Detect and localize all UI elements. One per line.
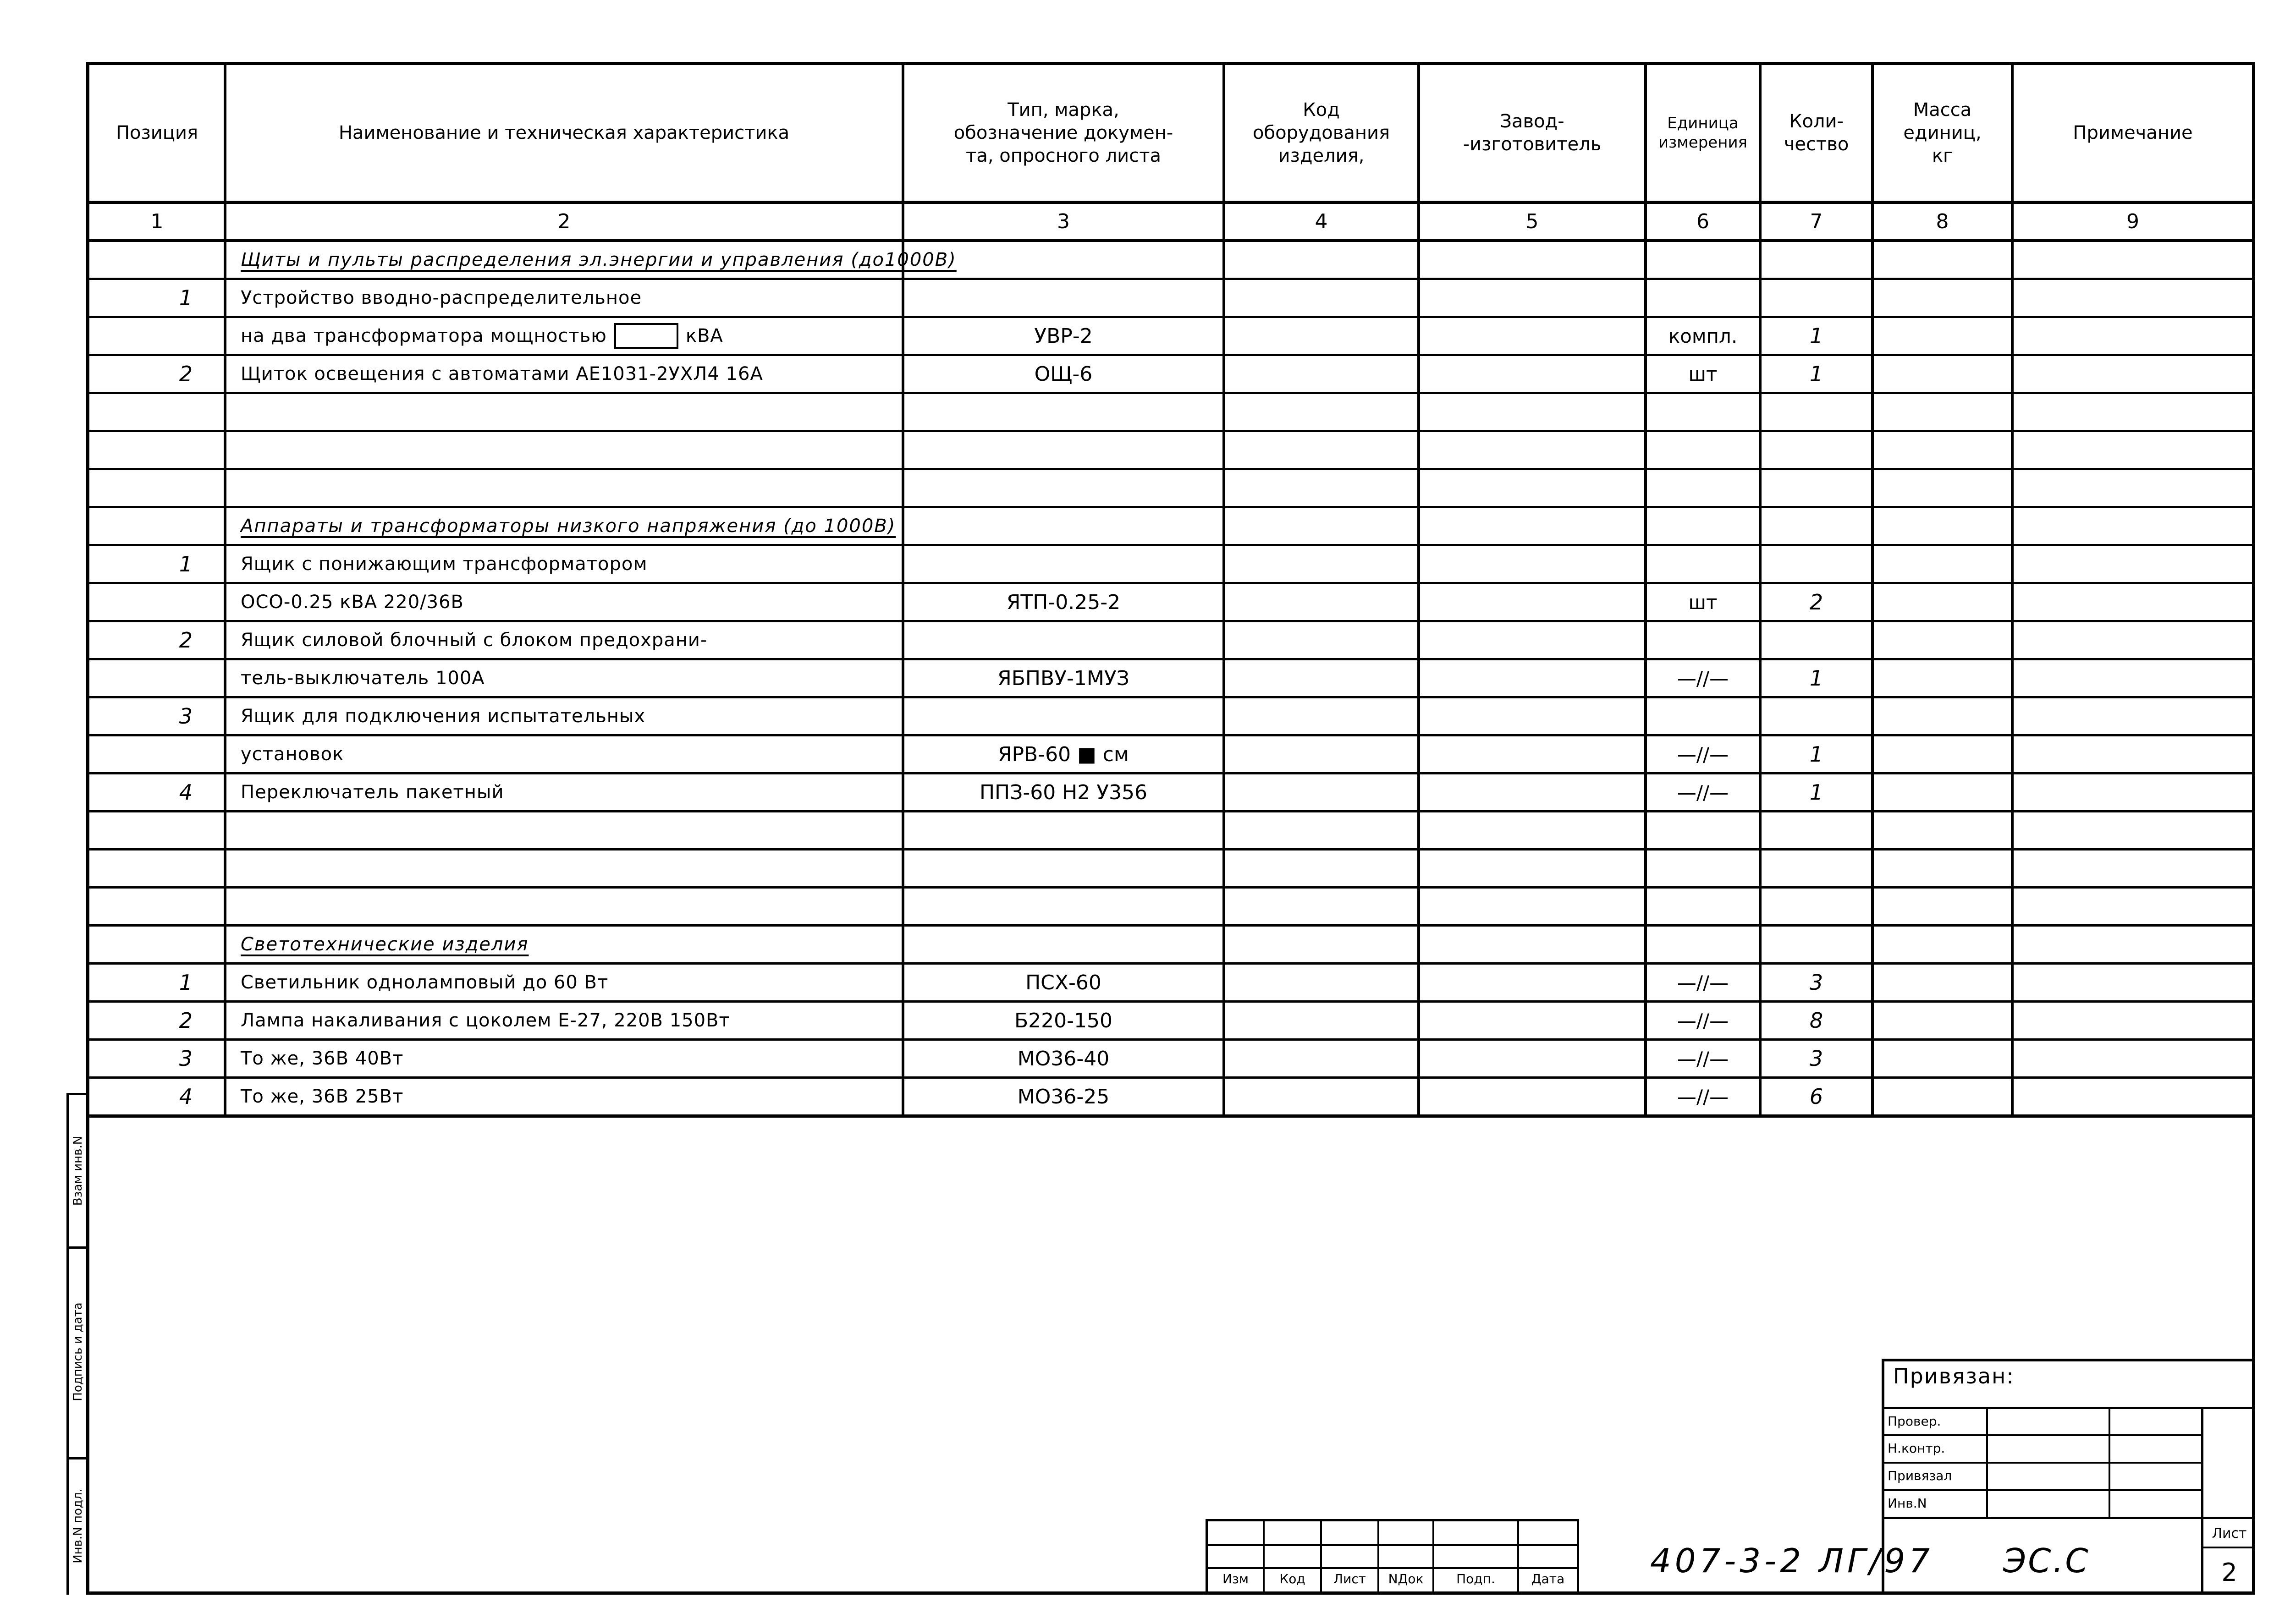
cell-unit: —//—	[1677, 1047, 1729, 1070]
table-row	[87, 394, 2255, 430]
cell-quantity: 6	[1809, 1084, 1823, 1109]
cell-type	[903, 508, 1224, 544]
cell-name-text: Устройство вводно-распределительное	[241, 287, 642, 308]
binding-title: Привязан:	[1893, 1364, 2015, 1388]
cell-quantity	[1760, 280, 1872, 316]
title-col-label: Код	[1279, 1571, 1305, 1586]
section-row	[87, 508, 2255, 544]
cell-quantity: 1	[1809, 780, 1823, 805]
cell-name-text: То же, 36В 25Вт	[241, 1086, 404, 1107]
cell-position: 2	[179, 628, 193, 653]
header-unit: Единица измерения	[1658, 114, 1748, 152]
cell-type	[903, 242, 1224, 278]
cell-unit	[1646, 508, 1760, 544]
row-line	[87, 1114, 2255, 1117]
strip-divider	[66, 1246, 88, 1249]
cell-position: 4	[179, 780, 193, 805]
cell-quantity: 1	[1809, 324, 1823, 348]
cell-quantity	[1760, 698, 1872, 734]
cell-name-text: Ящик силовой блочный с блоком предохрани-	[241, 630, 708, 651]
cell-name	[241, 1079, 403, 1114]
table-row	[87, 584, 2255, 620]
cell-type: ОЩ-6	[1034, 362, 1093, 386]
cell-type: ППЗ-60 Н2 У356	[979, 780, 1148, 804]
cell-quantity	[1760, 508, 1872, 544]
table-row	[87, 622, 2255, 658]
cell-type	[903, 470, 1224, 506]
cell-quantity: 1	[1809, 666, 1823, 691]
table-row	[87, 774, 2255, 810]
table-row	[87, 850, 2255, 886]
header-mass: Масса единиц, кг	[1903, 99, 1982, 166]
column-number: 7	[1810, 210, 1823, 233]
cell-name	[241, 584, 464, 620]
cell-unit: —//—	[1677, 1085, 1729, 1108]
cell-quantity	[1760, 546, 1872, 582]
cell-type	[903, 432, 1224, 468]
cell-name-text: Переключатель пакетный	[241, 782, 504, 803]
sheet-label-line	[2201, 1547, 2255, 1548]
cell-position	[87, 850, 225, 886]
binding-top	[1882, 1359, 2255, 1361]
cell-name	[241, 546, 648, 582]
binding-divider	[2109, 1407, 2110, 1519]
table-row	[87, 1041, 2255, 1076]
cell-position	[87, 394, 225, 430]
cell-unit: компл.	[1668, 324, 1738, 347]
header-bottom-line	[87, 201, 2255, 204]
cell-position: 3	[179, 1046, 193, 1071]
cell-unit: шт	[1688, 362, 1718, 385]
table-row	[87, 965, 2255, 1000]
column-number: 5	[1525, 210, 1539, 233]
column-number: 4	[1315, 210, 1328, 233]
column-number: 1	[150, 210, 164, 233]
cell-quantity: 8	[1809, 1008, 1823, 1033]
strip-label-inventory: Инв.N подл.	[71, 1488, 85, 1564]
sheet-label: Лист	[2212, 1525, 2247, 1542]
table-row	[87, 1079, 2255, 1114]
header-manufacturer: Завод- -изготовитель	[1463, 111, 1602, 155]
title-col-label: Дата	[1531, 1571, 1565, 1586]
strip-label-signature: Подпись и дата	[71, 1302, 85, 1401]
cell-unit: —//—	[1677, 743, 1729, 766]
document-designation: 407-3-2 ЛГ/97	[1650, 1542, 1934, 1580]
table-row	[87, 1003, 2255, 1038]
binding-line	[1882, 1489, 2202, 1491]
title-col-label: Лист	[1333, 1571, 1366, 1586]
strip-divider	[66, 1457, 88, 1459]
cell-position	[87, 318, 225, 354]
cell-unit: шт	[1688, 591, 1718, 614]
cell-unit: —//—	[1677, 667, 1729, 690]
header-note: Примечание	[2073, 122, 2193, 143]
cell-position: 1	[179, 970, 193, 995]
cell-name	[241, 698, 645, 734]
cell-unit	[1646, 394, 1760, 430]
cell-quantity	[1760, 889, 1872, 924]
cell-type	[903, 546, 1224, 582]
cell-quantity	[1760, 394, 1872, 430]
table-row	[87, 660, 2255, 696]
cell-type	[903, 698, 1224, 734]
cell-type	[903, 850, 1224, 886]
binding-line	[1882, 1434, 2202, 1436]
header-position: Позиция	[116, 122, 198, 143]
cell-name-text: установок	[241, 744, 344, 765]
cell-name-text: на два трансформатора мощностью	[241, 325, 607, 346]
header-name: Наименование и техническая характеристика	[338, 122, 790, 143]
cell-unit	[1646, 622, 1760, 658]
cell-name	[241, 622, 707, 658]
cell-position: 1	[179, 552, 193, 576]
binding-row-label: Привязал	[1888, 1468, 1952, 1483]
cell-position: 1	[179, 285, 193, 310]
cell-name	[241, 318, 723, 354]
cell-name-text: Аппараты и трансформаторы низкого напряжения (до 1000В)	[241, 516, 896, 537]
binding-divider	[1986, 1407, 1988, 1519]
cell-unit	[1646, 546, 1760, 582]
cell-type	[903, 927, 1224, 962]
title-block-top	[1206, 1519, 1579, 1521]
cell-quantity: 1	[1809, 742, 1823, 767]
cell-position: 2	[179, 362, 193, 386]
cell-position	[87, 508, 225, 544]
header-code: Код оборудования изделия,	[1252, 99, 1390, 166]
table-row	[87, 546, 2255, 582]
cell-name-text: Ящик для подключения испытательных	[241, 706, 646, 727]
strip-top	[66, 1093, 88, 1095]
binding-row-label: Инв.N	[1888, 1496, 1927, 1511]
table-row	[87, 470, 2255, 506]
cell-type: ЯРВ-60 ■ см	[997, 742, 1129, 766]
title-col-label: Подп.	[1456, 1571, 1495, 1586]
cell-name	[241, 774, 504, 810]
binding-row-label: Провер.	[1888, 1414, 1941, 1429]
table-row	[87, 736, 2255, 772]
column-number: 9	[2126, 210, 2139, 233]
cell-quantity	[1760, 242, 1872, 278]
sheet-number: 2	[2221, 1558, 2237, 1587]
cell-unit	[1646, 850, 1760, 886]
cell-type: МО36-40	[1017, 1047, 1110, 1070]
title-block-line	[1206, 1567, 1579, 1569]
cell-position	[87, 889, 225, 924]
cell-quantity: 2	[1809, 590, 1823, 614]
column-number: 8	[1936, 210, 1949, 233]
cell-unit	[1646, 242, 1760, 278]
cell-quantity	[1760, 432, 1872, 468]
column-number: 3	[1057, 210, 1070, 233]
title-block-divider	[1577, 1519, 1579, 1595]
cell-position	[87, 660, 225, 696]
cell-name	[241, 736, 344, 772]
cell-name	[241, 280, 642, 316]
cell-unit	[1646, 432, 1760, 468]
cell-type	[903, 812, 1224, 848]
cell-name-text: ОСО-0.25 кВА 220/36В	[241, 592, 464, 613]
table-row	[87, 889, 2255, 924]
cell-unit: —//—	[1677, 1009, 1729, 1032]
title-block-left	[1206, 1519, 1208, 1595]
cell-quantity: 3	[1809, 970, 1823, 995]
cell-position: 4	[179, 1084, 193, 1109]
binding-line	[1882, 1407, 2255, 1409]
cell-name-text: Щиты и пульты распределения эл.энергии и управления (до1000В)	[241, 249, 957, 270]
cell-type: ЯБПВУ-1МУЗ	[997, 666, 1129, 690]
power-value-box	[614, 323, 678, 349]
cell-type	[903, 889, 1224, 924]
cell-unit	[1646, 280, 1760, 316]
header-quantity: Коли- чество	[1784, 111, 1849, 155]
strip-left	[66, 1093, 69, 1595]
cell-name	[241, 508, 896, 544]
title-col-label: Изм	[1222, 1571, 1249, 1586]
binding-line	[1882, 1462, 2202, 1464]
cell-type: ПСХ-60	[1025, 971, 1101, 994]
cell-type: МО36-25	[1017, 1085, 1110, 1108]
cell-position: 2	[179, 1008, 193, 1033]
cell-type	[903, 622, 1224, 658]
cell-quantity	[1760, 812, 1872, 848]
cell-position	[87, 470, 225, 506]
cell-quantity	[1760, 850, 1872, 886]
column-number: 6	[1696, 210, 1709, 233]
cell-name-text: Щиток освещения с автоматами АЕ1031-2УХЛ4 16А	[241, 363, 763, 384]
table-row	[87, 318, 2255, 354]
frame-bottom	[87, 1591, 2255, 1595]
cell-unit	[1646, 927, 1760, 962]
cell-name-text: тель-выключатель 100А	[241, 668, 485, 689]
cell-quantity	[1760, 470, 1872, 506]
cell-name	[241, 242, 957, 278]
cell-type: Б220-150	[1014, 1009, 1113, 1032]
section-row	[87, 242, 2255, 278]
table-row	[87, 698, 2255, 734]
cell-unit	[1646, 470, 1760, 506]
cell-name-text: Светильник однолампoвый до 60 Вт	[241, 972, 609, 993]
cell-quantity	[1760, 927, 1872, 962]
cell-name	[241, 356, 763, 392]
cell-unit	[1646, 889, 1760, 924]
strip-label-replace: Взам инв.N	[71, 1136, 85, 1206]
column-number: 2	[557, 210, 571, 233]
cell-type: УВР-2	[1034, 324, 1093, 348]
cell-type	[903, 280, 1224, 316]
header-type: Тип, марка, обозначение докумен- та, опросного листа	[953, 99, 1173, 166]
cell-name-text: Лампа накаливания с цоколем Е-27, 220В 150Вт	[241, 1010, 730, 1031]
cell-position	[87, 242, 225, 278]
cell-position	[87, 736, 225, 772]
cell-position	[87, 584, 225, 620]
cell-name	[241, 1003, 730, 1038]
section-row	[87, 927, 2255, 962]
title-block-line	[1206, 1544, 1579, 1546]
cell-unit	[1646, 812, 1760, 848]
cell-position	[87, 927, 225, 962]
table-row	[87, 280, 2255, 316]
cell-name-text: Ящик с понижающим трансформатором	[241, 554, 648, 575]
table-row	[87, 432, 2255, 468]
cell-quantity: 1	[1809, 362, 1823, 386]
cell-unit: —//—	[1677, 971, 1729, 994]
title-col-label: NДок	[1388, 1571, 1424, 1586]
document-mark: ЭС.С	[2003, 1542, 2090, 1580]
cell-quantity	[1760, 622, 1872, 658]
cell-quantity: 3	[1809, 1046, 1823, 1071]
cell-type: ЯТП-0.25-2	[1006, 590, 1121, 614]
binding-line	[1882, 1517, 2255, 1519]
cell-unit	[1646, 698, 1760, 734]
cell-name-text: То же, 36В 40Вт	[241, 1048, 404, 1069]
frame-top	[87, 62, 2255, 65]
binding-row-label: Н.контр.	[1888, 1441, 1945, 1456]
cell-name	[241, 965, 608, 1000]
cell-name	[241, 660, 485, 696]
cell-name-text: Светотехнические изделия	[241, 934, 529, 955]
table-row	[87, 356, 2255, 392]
cell-name	[241, 1041, 403, 1076]
cell-position	[87, 432, 225, 468]
cell-type	[903, 394, 1224, 430]
cell-name	[241, 927, 529, 962]
cell-unit: —//—	[1677, 781, 1729, 804]
table-row	[87, 812, 2255, 848]
cell-position: 3	[179, 704, 193, 729]
cell-name-suffix: кВА	[685, 325, 723, 346]
cell-position	[87, 812, 225, 848]
